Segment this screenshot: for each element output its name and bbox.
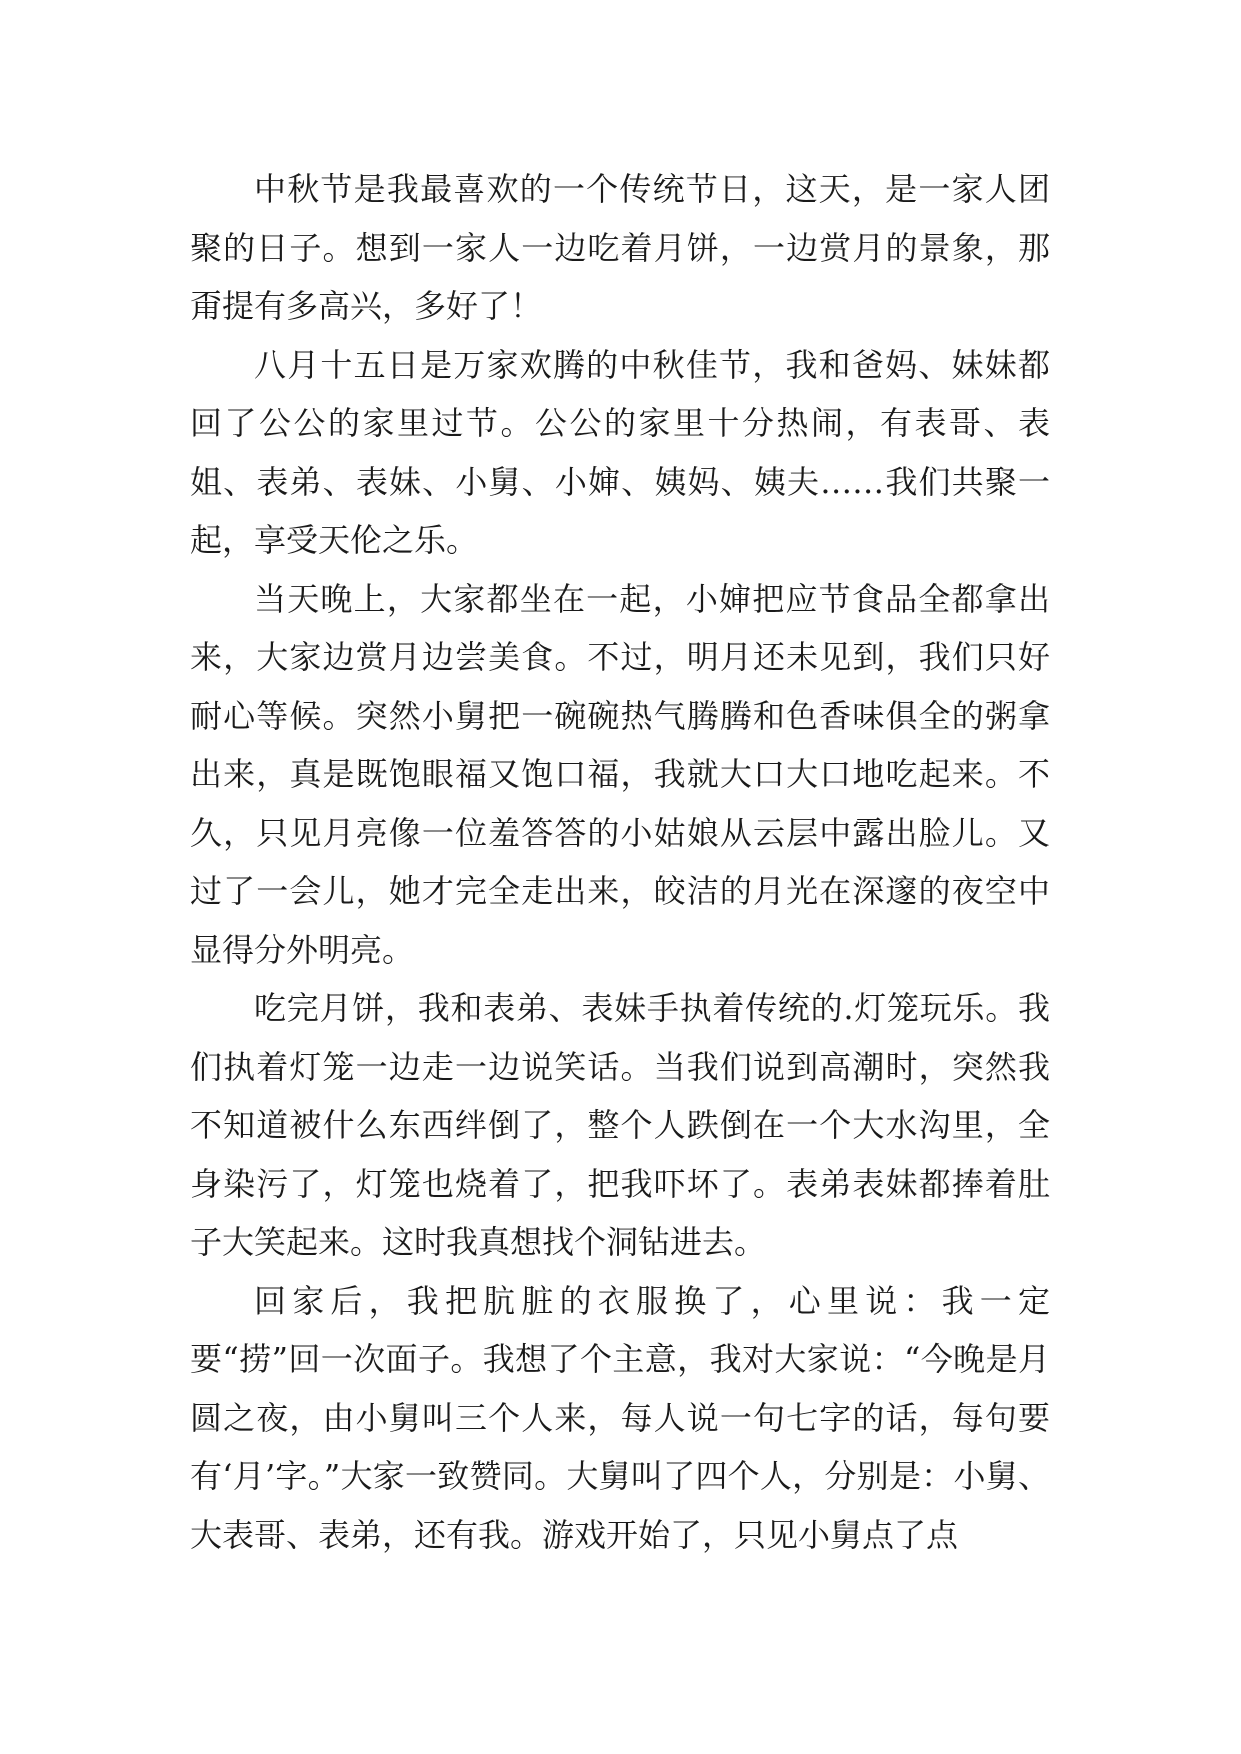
document-body (190, 160, 1050, 1564)
paragraph-1: 中秋节是我最喜欢的一个传统节日，这天，是一家人团聚的日子。想到一家人一边吃着月饼，一边赏月的景象，那甭提有多高兴，多好了！ (190, 170, 1050, 325)
paragraph-2: 八月十五日是万家欢腾的中秋佳节，我和爸妈、妹妹都回了公公的家里过节。公公的家里十分热闹，有表哥、表姐、表弟、表妹、小舅、小婶、姨妈、姨夫……我们共聚一起，享受天伦之乐。 (190, 345, 1050, 559)
paragraph-3: 当天晚上，大家都坐在一起，小婶把应节食品全都拿出来，大家边赏月边尝美食。不过，明月还未见到，我们只好耐心等候。突然小舅把一碗碗热气腾腾和色香味俱全的粥拿出来，真是既饱眼福又饱口福，我就大口大口地吃起来。不久，只见月亮像一位羞答答的小姑娘从云层中露出脸儿。又过了一会儿，她才完全走出来，皎洁的月光在深邃的夜空中显得分外明亮。 (190, 579, 1050, 969)
paragraph-5: 回家后，我把肮脏的衣服换了，心里说：我一定要“捞”回一次面子。我想了个主意，我对大家说：“今晚是月圆之夜，由小舅叫三个人来，每人说一句七字的话，每句要有‘月’字。”大家一致赞同。大舅叫了四个人，分别是：小舅、大表哥、表弟，还有我。游戏开始了，只见小舅点了点 (190, 1281, 1050, 1554)
paragraph-4: 吃完月饼，我和表弟、表妹手执着传统的.灯笼玩乐。我们执着灯笼一边走一边说笑话。当我们说到高潮时，突然我不知道被什么东西绊倒了，整个人跌倒在一个大水沟里，全身染污了，灯笼也烧着了，把我吓坏了。表弟表妹都捧着肚子大笑起来。这时我真想找个洞钻进去。 (190, 989, 1050, 1261)
